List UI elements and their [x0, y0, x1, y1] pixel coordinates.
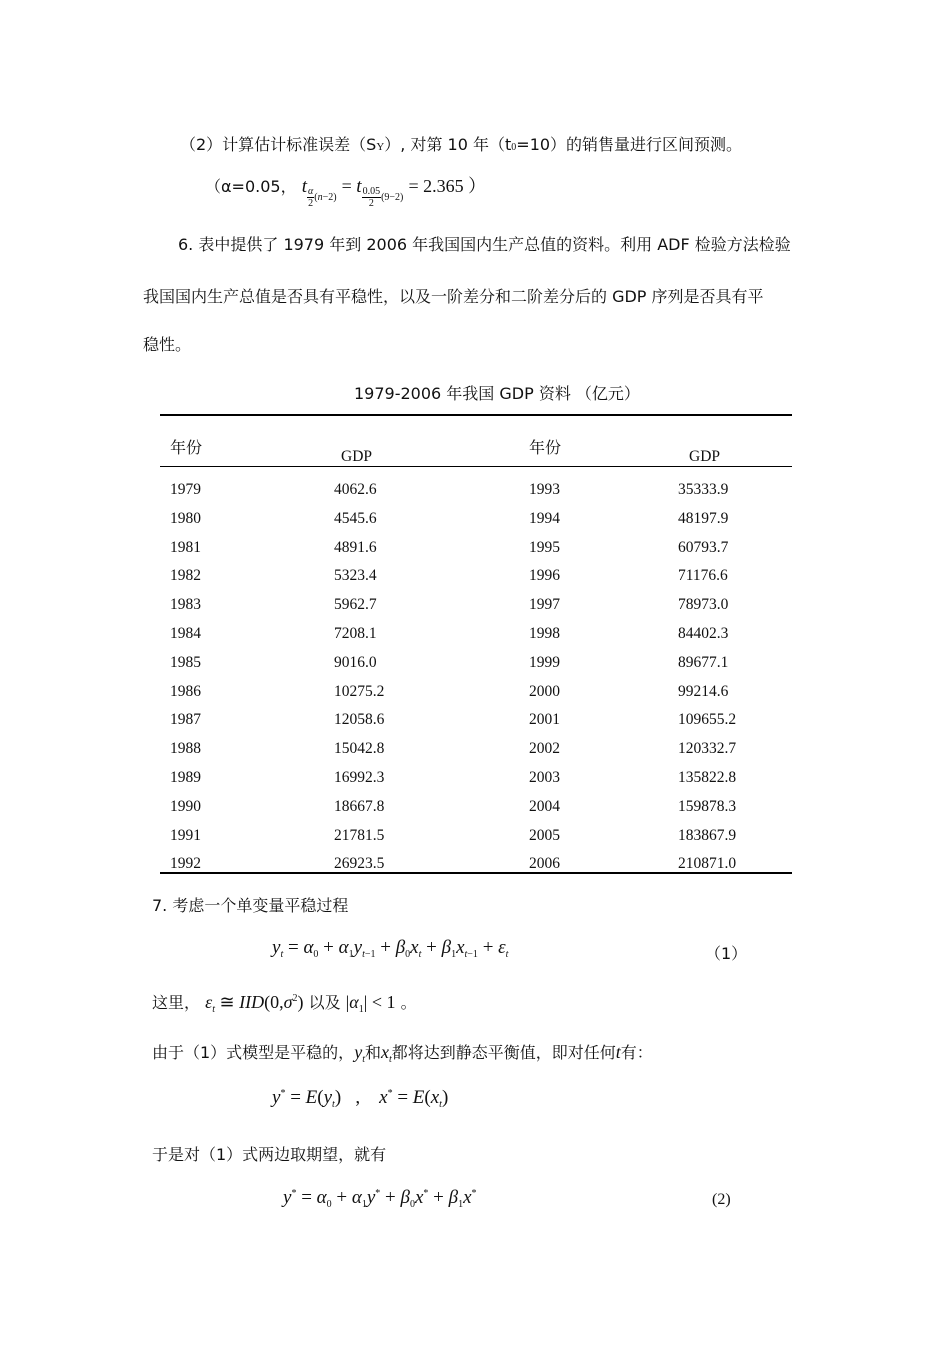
header-year-left: 年份: [170, 438, 203, 457]
q7-where-line: 这里， $\varepsilon_t$ ≅ $IID(0,\sigma^2)$ 以及 $|\alpha_1| < 1$ 。: [152, 992, 417, 1015]
table-cell-gdp: 210871.0: [678, 855, 737, 873]
table-cell-gdp: 10275.2: [334, 682, 385, 700]
table-cell-gdp: 16992.3: [334, 769, 385, 786]
equation-1: $y_t = \alpha_0 + \alpha_1y_{t-1} + \beta_0x_t + \beta_1x_{t-1} + \varepsilon_t$: [272, 937, 509, 960]
table-cell-year: 2002: [529, 740, 560, 758]
table-cell-gdp: 5323.4: [334, 567, 377, 585]
table-caption: 1979-2006 年我国 GDP 资料 （亿元）: [354, 384, 640, 403]
table-cell-gdp: 71176.6: [678, 567, 728, 585]
q6-line-1: 6. 表中提供了 1979 年到 2006 年我国国内生产总值的资料。利用 ADF 检验方法检验: [178, 235, 791, 254]
table-cell-gdp: 9016.0: [334, 653, 377, 671]
table-cell-year: 1993: [529, 481, 560, 498]
table-cell-gdp: 4062.6: [334, 481, 377, 498]
table-cell-gdp: 135822.8: [678, 769, 737, 786]
table-cell-year: 1995: [529, 538, 560, 556]
table-cell-year: 2003: [529, 769, 560, 786]
table-header-rule: [160, 466, 792, 467]
table-cell-gdp: 21781.5: [334, 826, 385, 844]
table-cell-gdp: 99214.6: [678, 682, 729, 700]
table-cell-gdp: 159878.3: [678, 797, 737, 815]
equation-2: $y^* = \alpha_0 + \alpha_1y^* + \beta_0x^* + \beta_1x^*$: [283, 1187, 477, 1210]
table-cell-year: 2001: [529, 711, 560, 729]
table-cell-year: 1996: [529, 567, 560, 585]
table-cell-year: 1981: [170, 538, 201, 556]
table-cell-year: 1997: [529, 596, 560, 614]
table-cell-year: 1991: [170, 826, 201, 844]
table-cell-gdp: 4545.6: [334, 509, 377, 527]
table-cell-gdp: 78973.0: [678, 596, 729, 614]
header-gdp-right: GDP: [689, 448, 721, 465]
table-cell-gdp: 183867.9: [678, 826, 737, 844]
table-cell-gdp: 35333.9: [678, 481, 729, 498]
table-cell-year: 1992: [170, 855, 201, 873]
table-cell-gdp: 12058.6: [334, 711, 385, 729]
equation-1-label: （1）: [705, 944, 748, 963]
header-year-right: 年份: [529, 438, 562, 457]
table-cell-gdp: 26923.5: [334, 855, 385, 873]
table-cell-year: 1998: [529, 625, 560, 642]
q6-line-2: 我国国内生产总值是否具有平稳性，以及一阶差分和二阶差分后的 GDP 序列是否具有平: [143, 287, 764, 306]
q7-then-line: 于是对（1）式两边取期望，就有: [152, 1145, 387, 1164]
table-cell-gdp: 5962.7: [334, 596, 377, 614]
table-cell-gdp: 48197.9: [678, 509, 729, 527]
table-cell-year: 1990: [170, 797, 201, 815]
q7-title: 7. 考虑一个单变量平稳过程: [152, 896, 349, 915]
q5-hint-formula: （α=0.05， t $\frac{\alpha}{2}$ $_{(n-2)}$ = t $\frac{0.05}{2}$ $_{(9-2)}$ = 2.365 ）: [205, 176, 487, 209]
table-cell-gdp: 15042.8: [334, 740, 385, 758]
table-cell-gdp: 4891.6: [334, 538, 377, 556]
table-cell-year: 2005: [529, 826, 560, 844]
q6-line-3: 稳性。: [143, 335, 192, 354]
table-cell-year: 1980: [170, 509, 201, 527]
table-cell-year: 1987: [170, 711, 201, 729]
q5-part2-line: （2）计算估计标准误差（SY）, 对第 10 年（t0=10）的销售量进行区间预测。: [180, 135, 743, 154]
table-cell-gdp: 120332.7: [678, 740, 737, 758]
table-cell-year: 1988: [170, 740, 201, 758]
table-cell-year: 1984: [170, 625, 201, 642]
table-cell-gdp: 60793.7: [678, 538, 729, 556]
table-cell-year: 1994: [529, 509, 560, 527]
q7-since-line: 由于（1）式模型是平稳的，$y_t$和$x_t$都将达到静态平衡值，即对任何t有：: [152, 1042, 653, 1065]
table-cell-gdp: 89677.1: [678, 653, 729, 671]
equation-2-label: (2): [712, 1191, 731, 1208]
equilibrium-definitions: $y^* = E(y_t)$ , $x^* = E(x_t)$: [272, 1087, 449, 1110]
table-cell-year: 1982: [170, 567, 201, 585]
table-cell-year: 2004: [529, 797, 560, 815]
table-cell-year: 1989: [170, 769, 201, 786]
table-cell-year: 2000: [529, 682, 560, 700]
table-cell-year: 1986: [170, 682, 201, 700]
table-cell-year: 1983: [170, 596, 201, 614]
table-top-rule: [160, 414, 792, 416]
table-cell-year: 1985: [170, 653, 201, 671]
table-cell-year: 1979: [170, 481, 201, 498]
table-cell-gdp: 109655.2: [678, 711, 737, 729]
table-cell-gdp: 84402.3: [678, 625, 729, 642]
table-cell-gdp: 18667.8: [334, 797, 385, 815]
table-cell-gdp: 7208.1: [334, 625, 377, 642]
table-cell-year: 1999: [529, 653, 560, 671]
header-gdp-left: GDP: [341, 448, 373, 465]
table-cell-year: 2006: [529, 855, 560, 873]
